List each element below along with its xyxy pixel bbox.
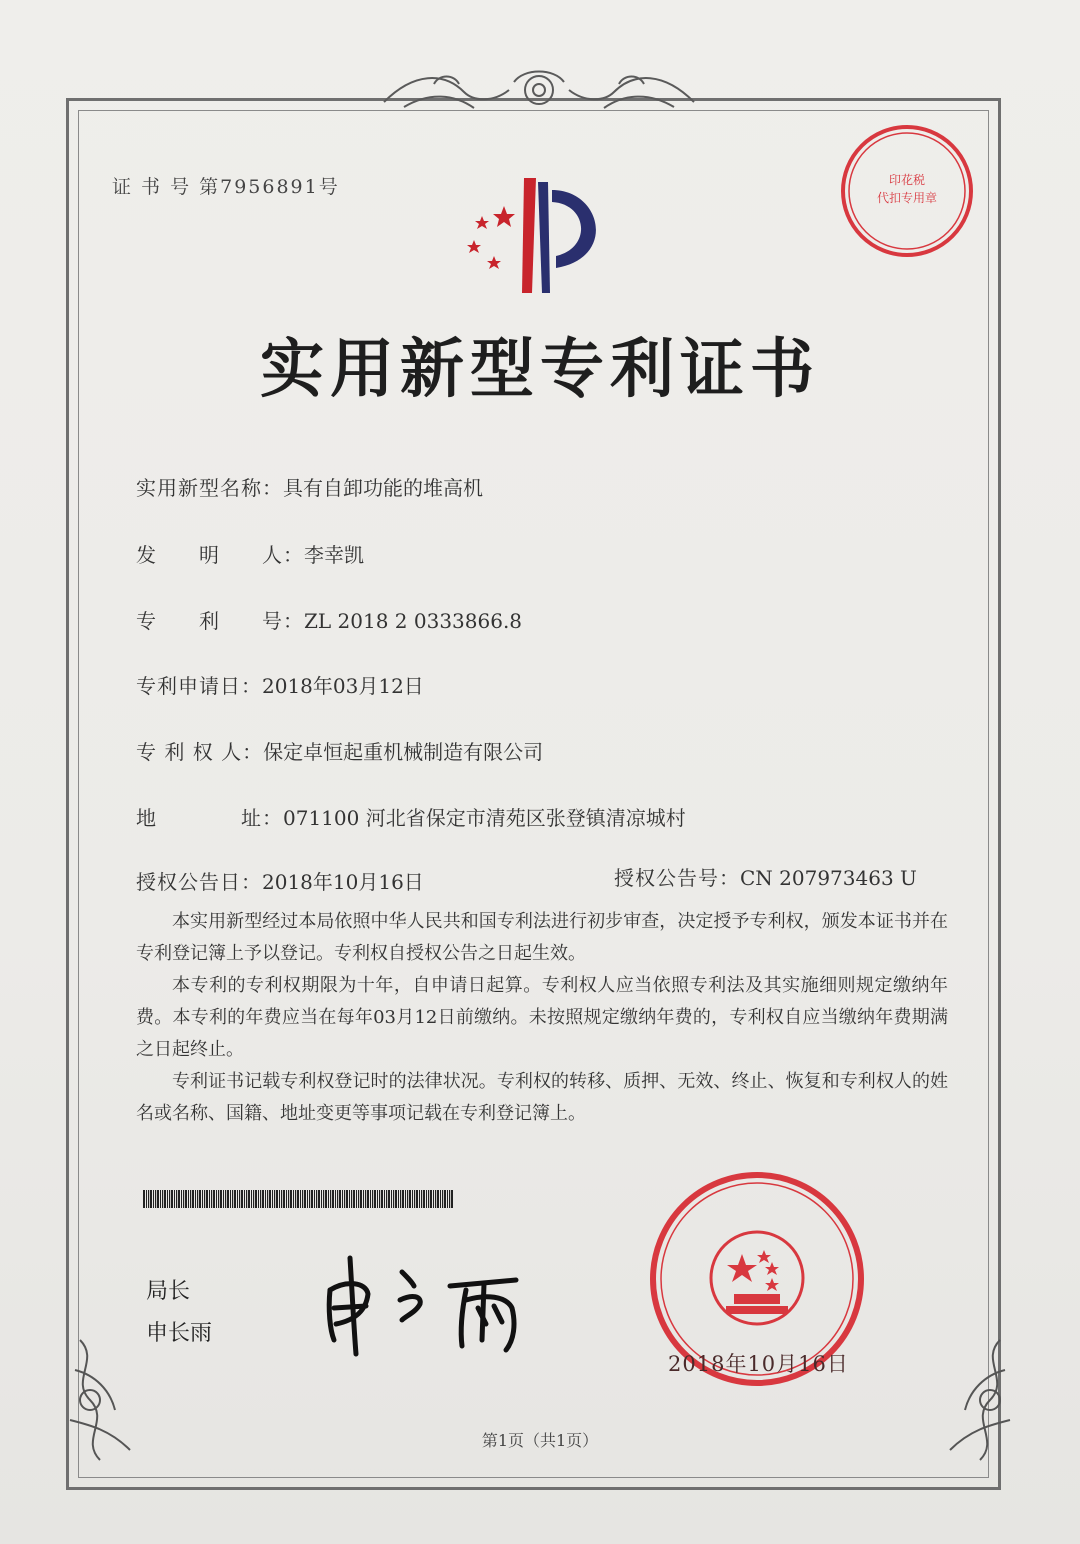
svg-text:代扣专用章: 代扣专用章 <box>876 191 938 205</box>
body-paragraph: 专利证书记载专利权登记时的法律状况。专利权的转移、质押、无效、终止、恢复和专利权人的姓名或名称、国籍、地址变更等事项记载在专利登记簿上。 <box>136 1071 948 1124</box>
field-patentee <box>136 736 543 765</box>
barcode-icon <box>143 1190 453 1208</box>
director-signature-icon <box>316 1250 556 1360</box>
field-label: 专 利 号： <box>136 609 304 633</box>
field-label: 专 利 权 人： <box>136 740 264 764</box>
body-paragraph: 本实用新型经过本局依照中华人民共和国专利法进行初步审查，决定授予专利权，颁发本证书并在专利登记簿上予以登记。专利权自授权公告之日起生效。 <box>136 911 948 964</box>
director-name: 申长雨 <box>146 1321 213 1346</box>
field-label: 授权公告日： <box>136 870 262 894</box>
field-value: CN 207973463 U <box>740 866 917 890</box>
field-patent-number <box>136 605 522 634</box>
director-title: 局长 <box>146 1279 191 1304</box>
field-value: 李幸凯 <box>304 543 364 567</box>
field-value: 2018年10月16日 <box>262 870 424 894</box>
field-grant-number <box>614 862 917 891</box>
bottom-right-ornament <box>930 1330 1020 1480</box>
field-value: 保定卓恒起重机械制造有限公司 <box>263 740 544 764</box>
certificate-body <box>136 906 948 1130</box>
certificate-number: 证 书 号 第7956891号 <box>112 176 340 198</box>
top-ornament <box>374 62 704 120</box>
field-label: 专利申请日： <box>136 674 262 698</box>
page-number: 第1页（共1页） <box>481 1431 599 1450</box>
tax-seal-icon <box>838 122 976 260</box>
field-value: ZL 2018 2 0333866.8 <box>304 609 523 633</box>
field-filing-date <box>136 670 424 699</box>
field-address <box>136 802 686 831</box>
field-value: 071100 河北省保定市清苑区张登镇清凉城村 <box>283 806 686 830</box>
field-inventor <box>136 539 364 568</box>
seal-date: 2018年10月16日 <box>668 1352 849 1376</box>
field-grant-date <box>136 866 424 895</box>
certificate-title: 实用新型专利证书 <box>260 332 820 407</box>
body-paragraph: 本专利的专利权期限为十年，自申请日起算。专利权人应当依照专利法及其实施细则规定缴纳年费。本专利的年费应当在每年03月12日前缴纳。未按照规定缴纳年费的，专利权自应当缴纳年费期满之日起终止。 <box>136 975 948 1060</box>
field-value: 具有自卸功能的堆高机 <box>283 476 483 500</box>
field-label: 地 址： <box>136 806 283 830</box>
bottom-left-ornament <box>60 1330 150 1480</box>
field-label: 授权公告号： <box>614 866 740 890</box>
field-label: 实用新型名称： <box>136 476 283 500</box>
field-utility-name <box>136 472 483 501</box>
svg-text:印花税: 印花税 <box>888 173 926 187</box>
field-label: 发 明 人： <box>136 543 304 567</box>
field-value: 2018年03月12日 <box>262 674 424 698</box>
cnipa-logo-icon <box>452 168 622 298</box>
